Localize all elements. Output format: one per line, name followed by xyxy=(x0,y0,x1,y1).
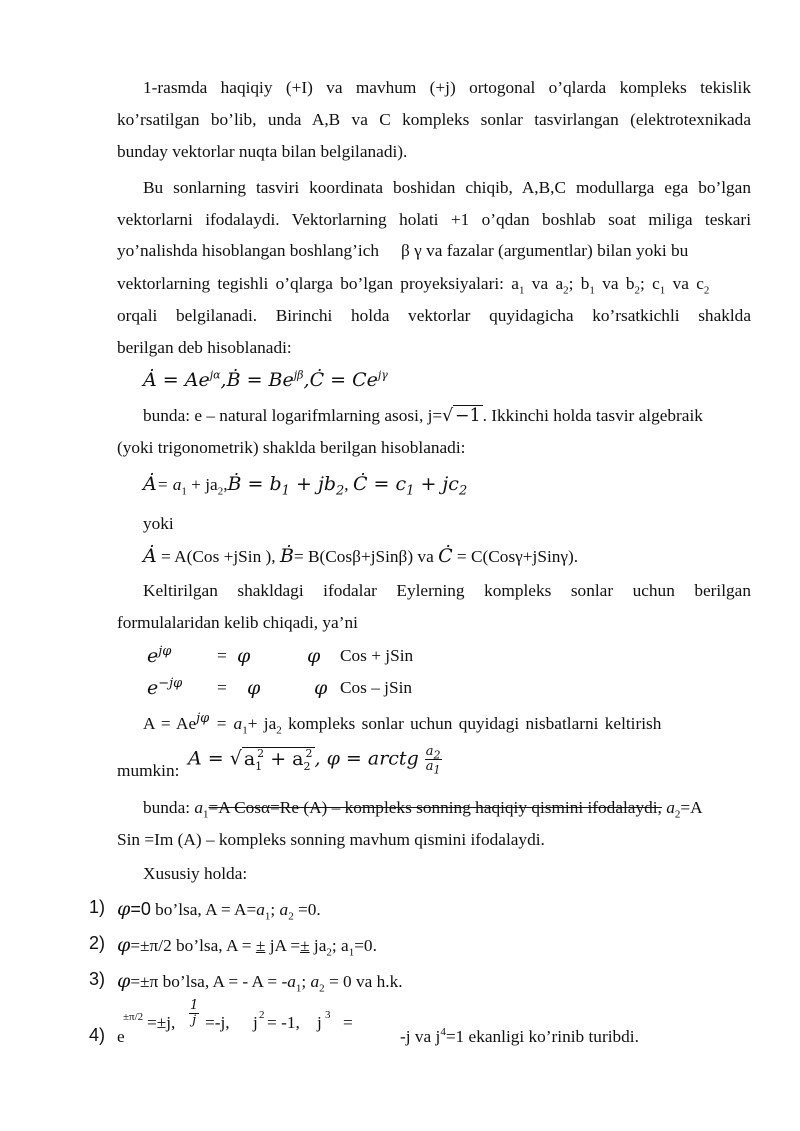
fraction-one-over-j: $\frac{1}{j}$ xyxy=(190,998,199,1028)
item-3: φ=±π bo’lsa, A = - $A = -a_1$; $a_2 = 0$ va h.k. xyxy=(117,970,403,995)
p4-line1: Keltirilgan shakldagi ifodalar Eylerning kompleks sonlar uchun berilgan xyxy=(143,581,751,600)
yoki-word: yoki xyxy=(143,514,174,533)
equation-trigonometric-form: Ȧ = A(Cos +jSin ), Ḃ= B(Cosβ+jSinβ) va Ċ = C(Cosγ+jSinγ). xyxy=(143,545,579,567)
equation-exponential-form: Ȧ = $Ae^{j\alpha},Ḃ$ = $Be^{j\beta},Ċ = Ce^{j\gamma}$ xyxy=(143,368,388,391)
p2-line2: vektorlarni ifodalaydi. Vektorlarning holati +1 o’qdan boshlab soat miliga teskari xyxy=(117,210,751,229)
p5-mumkin: mumkin: xyxy=(117,761,180,780)
item-2: φ=±π/2 bo’lsa, A = ± jA =± $ja_2$; $a_1=0$. xyxy=(117,934,377,959)
p6-line2: Sin =Im (A) – kompleks sonning mavhum qismini ifodalaydi. xyxy=(117,830,545,849)
item-1: φ=0 bo’lsa, $A = A=a_1$; $a_2 =0$. xyxy=(117,898,321,923)
modulus-argument-formula: A = √ $a_1^2 + a_2^2$ , φ = arctg $\frac{a_2}{a_1}$ xyxy=(188,744,441,777)
p2-line4: vektorlarning tegishli o’qlarga bo’lgan proyeksiyalari: $a_1$ va $a_2$; $b_1$ va $b_2$; $c_1$ va $c_2$ xyxy=(117,274,710,297)
euler-formula-1: $e^{j\varphi}$ = φ φ Cos + jSin xyxy=(147,644,414,667)
p1-line1: 1-rasmda haqiqiy (+I) va mavhum (+j) ortogonal o’qlarda kompleks tekislik xyxy=(143,78,751,97)
item-3-number: 3) xyxy=(89,969,106,989)
p4-line2: formulalaridan kelib chiqadi, ya’ni xyxy=(117,613,358,632)
p1-line2: ko’rsatilgan bo’lib, unda A,B va C kompleks sonlar tasvirlangan (elektrotexnikada xyxy=(117,110,751,129)
p2-line3-b: β γ va fazalar (argumentlar) bilan yoki bu xyxy=(401,241,689,260)
p5-line1: $A = Ae^{j\varphi} = a_1+ ja_2$ kompleks sonlar uchun quyidagi nisbatlarni keltirish xyxy=(143,711,662,737)
item-4: e ±π/2 =±j, $\frac{1}{j}$ =-j, j 2 = -1, j 3 = -j va $j^4=1$ ekanligi ko’rinib turibdi. xyxy=(117,998,639,1046)
xususiy-holda: Xususiy holda: xyxy=(143,864,248,883)
item-1-number: 1) xyxy=(89,897,106,917)
sqrt-minus-one: √ −1 xyxy=(442,406,481,426)
p6-line1: bunda: $a_1=A$ Cosα=Re (A) – kompleks sonning haqiqiy qismini ifodalaydi, $a_2=A$ xyxy=(143,798,703,821)
equation-algebraic-form: Ȧ= $a_1$ + $ja_2,Ḃ = b_1 + jb_2$, Ċ = $c_1 + jc_2$ xyxy=(143,473,468,499)
p1-line3: bunday vektorlar nuqta bilan belgilanadi). xyxy=(117,142,408,161)
item-2-number: 2) xyxy=(89,933,106,953)
p3-line1: bunda: e – natural logarifmlarning asosi, j=√ −1 . Ikkinchi holda tasvir algebraik xyxy=(143,406,703,426)
item-4-number: 4) xyxy=(89,1025,106,1045)
p3-line2: (yoki trigonometrik) shaklda berilgan hisoblanadi: xyxy=(117,438,466,457)
p2-line6: berilgan deb hisoblanadi: xyxy=(117,338,292,357)
p2-line3-a: yo’nalishda hisoblangan boshlang’ich xyxy=(117,241,380,260)
p2-line1: Bu sonlarning tasviri koordinata boshidan chiqib, A,B,C modullarga ega bo’lgan xyxy=(143,178,751,197)
p2-line3 xyxy=(117,240,751,262)
p2-line5: orqali belgilanadi. Birinchi holda vektorlar quyidagicha ko’rsatkichli shaklda xyxy=(117,306,751,325)
euler-formula-2: $e^{-j\varphi}$ = φ φ Cos – jSin xyxy=(147,676,413,699)
